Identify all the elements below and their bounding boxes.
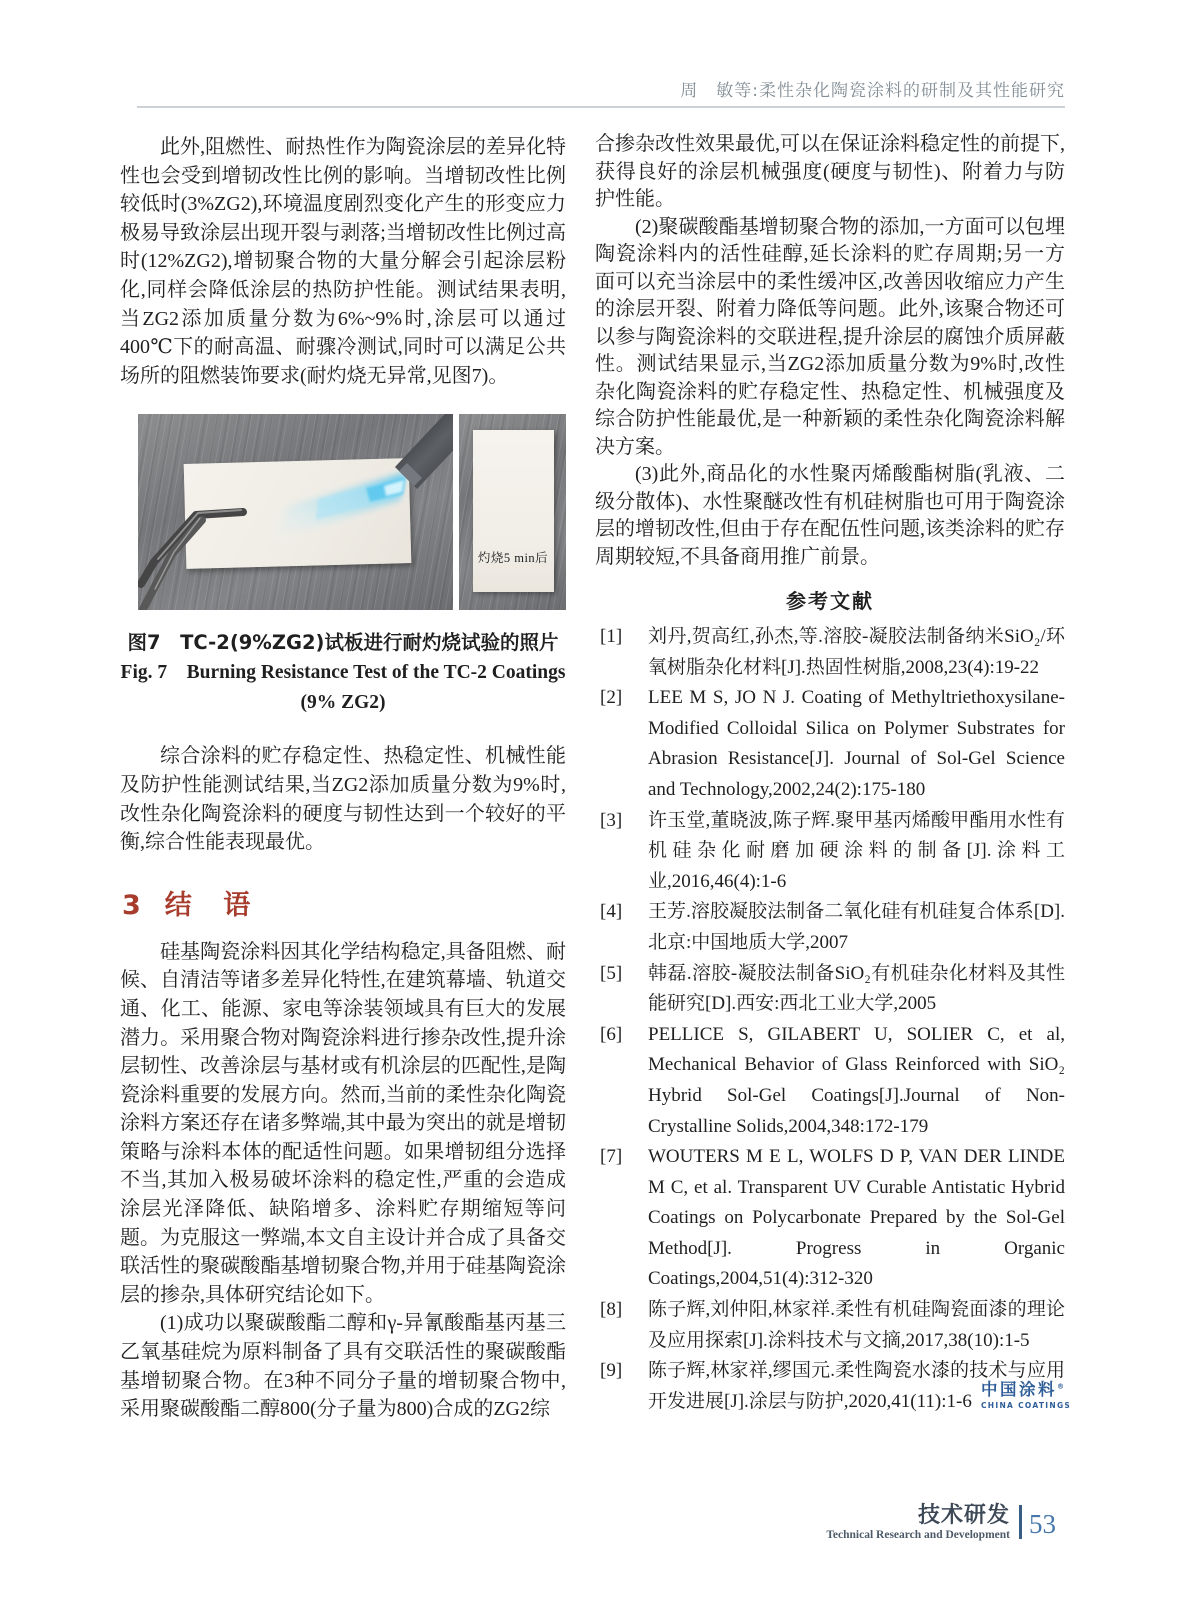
registered-mark-icon: ®	[1057, 1382, 1064, 1391]
reference-text: 许玉堂,董晓波,陈子辉.聚甲基丙烯酸甲酯用水性有机硅杂化耐磨加硬涂料的制备[J].涂料工业,2016,46(4):1-6	[648, 809, 1065, 892]
page-footer	[826, 1504, 1056, 1541]
figure7-caption	[120, 628, 566, 718]
reference-number: [4]	[600, 901, 623, 923]
reference-text: WOUTERS M E L, WOLFS D P, VAN DER LINDE M C, et al. Transparent UV Curable Antistatic Hybrid Coatings on Polycarbonate Prepared by the Sol-Gel Method[J]. Progress in Organic Coatings,2004,51(4):312-320	[648, 1146, 1065, 1290]
reference-text: PELLICE S, GILABERT U, SOLIER C, et al, Mechanical Behavior of Glass Reinforced with SiO₂ Hybrid Sol-Gel Coatings[J].Journal of Non-Crystalline Solids,2004,348:172-179	[648, 1023, 1065, 1137]
right-column	[595, 131, 1072, 1417]
blue-flame-icon	[270, 472, 406, 542]
reference-item	[595, 1142, 1065, 1295]
left-column	[120, 133, 566, 1424]
reference-number: [7]	[600, 1146, 623, 1168]
body-paragraph: 此外,阻燃性、耐热性作为陶瓷涂层的差异化特性也会受到增韧改性比例的影响。当增韧改性比例较低时(3%ZG2),环境温度剧烈变化产生的形变应力极易导致涂层出现开裂与剥落;当增韧改性比例过高时(12%ZG2),增韧聚合物的大量分解会引起涂层粉化,同样会降低涂层的热防护性能。测试结果表明,当ZG2添加质量分数为6%~9%时,涂层可以通过400℃下的耐高温、耐骤冷测试,同时可以满足公共场所的阻燃装饰要求(耐灼烧无异常,见图7)。	[120, 136, 566, 387]
figure7-photo-after	[459, 414, 566, 610]
reference-number: [5]	[600, 962, 623, 984]
reference-text: LEE M S, JO N J. Coating of Methyltriethoxysilane-Modified Colloidal Silica on Polymer Substrates for Abrasion Resistance[J]. Journal of Sol-Gel Science and Technology,2002,24(2):175-180	[648, 687, 1065, 800]
figure-caption-cn: 图7 TC-2(9%ZG2)试板进行耐灼烧试验的照片	[127, 631, 559, 655]
figure-caption-en-line1: Fig. 7 Burning Resistance Test of the TC-2 Coatings	[120, 662, 566, 684]
figure7	[138, 414, 566, 610]
reference-number: [8]	[600, 1299, 623, 1321]
reference-number: [9]	[600, 1360, 623, 1382]
body-paragraph: (1)成功以聚碳酸酯二醇和γ-异氰酸酯基丙基三乙氧基硅烷为原料制备了具有交联活性的聚碳酸酯基增韧聚合物。在3种不同分子量的增韧聚合物中,采用聚碳酸酯二醇800(分子量为800)合成的ZG2综	[120, 1312, 566, 1421]
section-heading-conclusion	[122, 883, 566, 922]
footer-divider-bar	[1019, 1505, 1022, 1539]
reference-item	[595, 897, 1065, 958]
reference-item	[595, 959, 1065, 1020]
reference-number: [3]	[600, 809, 623, 831]
page-number: 53	[1029, 1509, 1056, 1539]
reference-list	[595, 622, 1072, 1417]
after-panel-label: 灼烧5 min后	[477, 551, 549, 566]
china-coatings-logo	[981, 1376, 1072, 1410]
logo-cn-chars: 中国涂料	[981, 1380, 1057, 1399]
section-number: 3	[122, 889, 141, 921]
references-heading: 参考文献	[786, 589, 874, 613]
footer-section-cn: 技术研发	[917, 1503, 1010, 1528]
running-header-title: 周 敏等:柔性杂化陶瓷涂料的研制及其性能研究	[680, 81, 1065, 101]
reference-number: [1]	[600, 626, 623, 647]
section-title: 结 语	[164, 889, 251, 921]
body-paragraph: (2)聚碳酸酯基增韧聚合物的添加,一方面可以包埋陶瓷涂料内的活性硅醇,延长涂料的贮存周期;另一方面可以充当涂层中的柔性缓冲区,改善因收缩应力产生的涂层开裂、附着力降低等问题。此外,该聚合物还可以参与陶瓷涂料的交联进程,提升涂层的腐蚀介质屏蔽性。测试结果显示,当ZG2添加质量分数为9%时,改性杂化陶瓷涂料的贮存稳定性、热稳定性、机械强度及综合防护性能最优,是一种新颖的柔性杂化陶瓷涂料解决方案。	[595, 215, 1065, 458]
reference-text: 韩磊.溶胶-凝胶法制备SiO₂有机硅杂化材料及其性能研究[D].西安:西北工业大学,2005	[648, 962, 1065, 1015]
reference-item	[595, 622, 1065, 683]
reference-number: [6]	[600, 1023, 623, 1045]
logo-text-en: CHINA COATINGS	[981, 1401, 1072, 1410]
body-paragraph: 综合涂料的贮存稳定性、热稳定性、机械性能及防护性能测试结果,当ZG2添加质量分数为9%时,改性杂化陶瓷涂料的硬度与韧性达到一个较好的平衡,综合性能表现最优。	[120, 745, 566, 854]
reference-text: 陈子辉,刘仲阳,林家祥.柔性有机硅陶瓷面漆的理论及应用探索[J].涂料技术与文摘,2017,38(10):1-5	[648, 1299, 1065, 1351]
body-paragraph: 合掺杂改性效果最优,可以在保证涂料稳定性的前提下,获得良好的涂层机械强度(硬度与韧性)、附着力与防护性能。	[595, 133, 1065, 210]
reference-item	[595, 806, 1065, 898]
logo-text-cn	[981, 1376, 1064, 1400]
reference-item	[595, 1295, 1065, 1356]
reference-text: 陈子辉,林家祥,缪国元.柔性陶瓷水漆的技术与应用开发进展[J].涂层与防护,2020,41(11):1-6	[648, 1360, 1065, 1412]
reference-text: 刘丹,贺高红,孙杰,等.溶胶-凝胶法制备纳米SiO₂/环氧树脂杂化材料[J].热固性树脂,2008,23(4):19-22	[648, 626, 1065, 678]
header-rule	[137, 106, 1065, 108]
reference-item	[595, 683, 1065, 805]
body-paragraph: (3)此外,商品化的水性聚丙烯酸酯树脂(乳液、二级分散体)、水性聚醚改性有机硅树脂也可用于陶瓷涂层的增韧改性,但由于存在配伍性问题,该类涂料的贮存周期较短,不具备商用推广前景。	[595, 463, 1065, 568]
reference-number: [2]	[600, 687, 623, 709]
reference-item	[595, 1020, 1065, 1142]
body-paragraph: 硅基陶瓷涂料因其化学结构稳定,具备阻燃、耐候、自清洁等诸多差异化特性,在建筑幕墙、轨道交通、化工、能源、家电等涂装领域具有巨大的发展潜力。采用聚合物对陶瓷涂料进行掺杂改性,提升涂层韧性、改善涂层与基材或有机涂层的匹配性,是陶瓷涂料重要的发展方向。然而,当前的柔性杂化陶瓷涂料方案还存在诸多弊端,其中最为突出的就是增韧策略与涂料本体的配适性问题。如果增韧组分选择不当,其加入极易破坏涂料的稳定性,严重的会造成涂层光泽降低、缺陷增多、涂料贮存期缩短等问题。为克服这一弊端,本文自主设计并合成了具备交联活性的聚碳酸酯基增韧聚合物,并用于硅基陶瓷涂层的掺杂,具体研究结论如下。	[120, 940, 566, 1306]
tweezers-icon	[141, 510, 243, 609]
reference-text: 王芳.溶胶凝胶法制备二氧化硅有机硅复合体系[D].北京:中国地质大学,2007	[648, 901, 1065, 953]
after-burning-panel	[473, 430, 554, 592]
footer-section-labels	[826, 1504, 1010, 1541]
figure7-photo-burning	[138, 414, 453, 610]
figure-caption-en-line2: (9% ZG2)	[300, 692, 386, 714]
footer-section-en: Technical Research and Development	[826, 1529, 1010, 1541]
torch-flame-tweezers-illustration	[138, 414, 453, 610]
